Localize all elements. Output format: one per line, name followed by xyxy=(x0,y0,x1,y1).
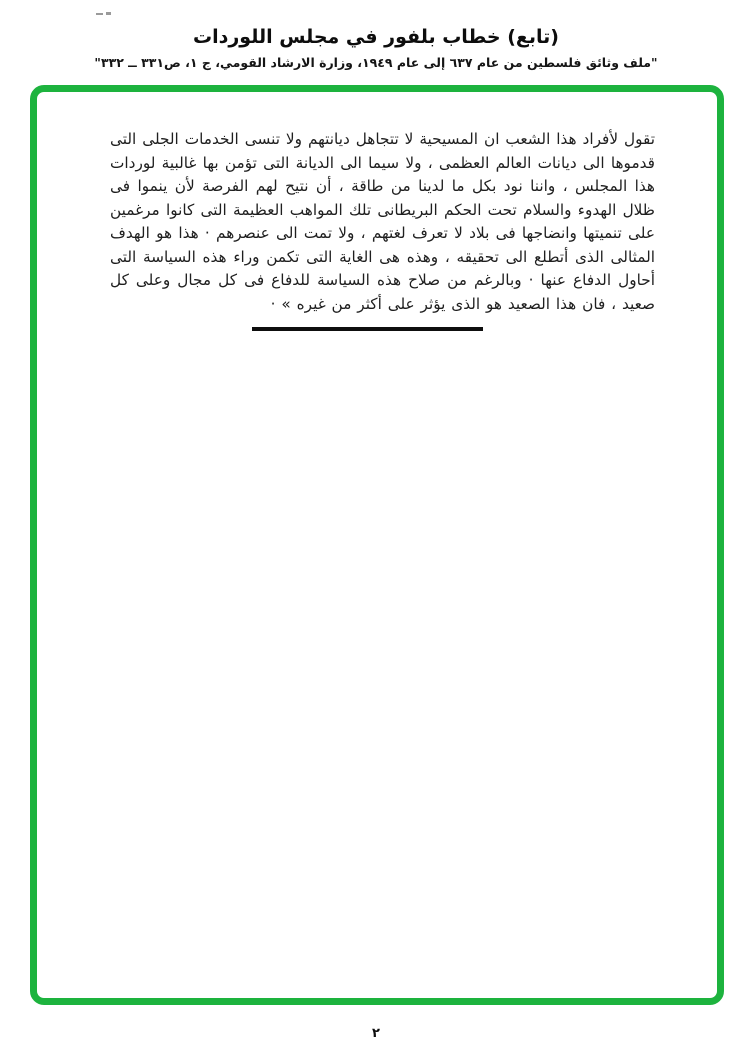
end-of-text-rule xyxy=(252,327,483,331)
paragraph-line: ظلال الهدوء والسلام تحت الحكم البريطانى تلك المواهب العظيمة التى كانوا مرغمين xyxy=(110,200,655,219)
document-paragraph xyxy=(110,128,655,316)
page-title: (تابع) خطاب بلفور في مجلس اللوردات xyxy=(192,26,559,48)
paragraph-line: هذا المجلس ، واننا نود بكل ما لدينا من طاقة ، أن نتيح لهم الفرصة لأن ينموا فى xyxy=(110,177,655,195)
paragraph-line: أحاول الدفاع عنها · وبالرغم من صلاح هذه السياسة للدفاع فى كل مجال وعلى كل xyxy=(110,271,655,289)
paragraph-line: المثالى الذى أتطلع الى تحقيقه ، وهذه هى الغاية التى تكمن وراء هذه السياسة التى xyxy=(110,247,655,266)
paragraph-line: تقول لأفراد هذا الشعب ان المسيحية لا تتجاهل ديانتهم ولا تنسى الخدمات الجلى التى xyxy=(110,130,655,148)
source-citation: "ملف وثائق فلسطين من عام ٦٣٧ إلى عام ١٩٤٩، وزارة الارشاد القومي، ج ١، ص٣٣١ ــ ٣٣٢" xyxy=(94,55,658,70)
scan-artifact xyxy=(96,13,103,15)
paragraph-line: قدموها الى ديانات العالم العظمى ، ولا سيما الى الديانة التى تؤمن بها غالبية لوردات xyxy=(110,153,655,172)
paragraph-line: على تنميتها وانضاجها فى بلاد لا تعرف لغتهم ، ولا تمت الى عنصرهم · هذا هو الهدف xyxy=(110,224,655,242)
scan-artifact xyxy=(106,12,111,15)
page-number: ٢ xyxy=(372,1026,380,1041)
paragraph-line: صعيد ، فان هذا الصعيد هو الذى يؤثر على أكثر من غيره » · xyxy=(270,294,655,313)
